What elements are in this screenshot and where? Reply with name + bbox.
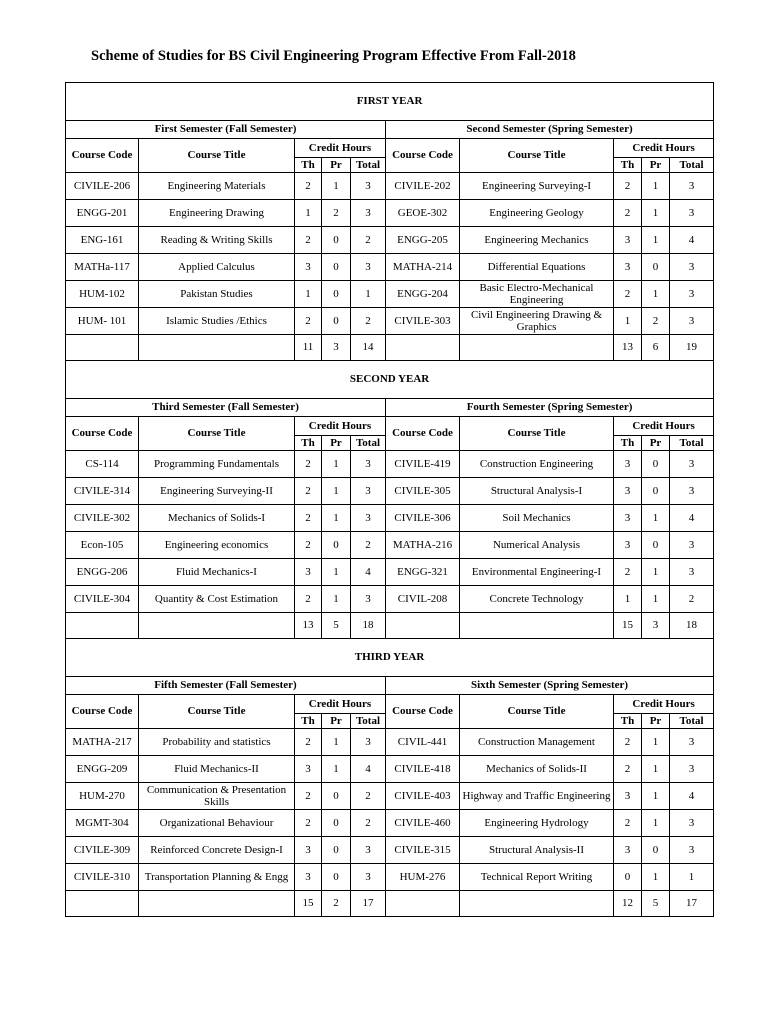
course-title: Probability and statistics — [139, 729, 295, 756]
course-row — [66, 783, 714, 810]
course-code: ENGG-206 — [66, 559, 139, 586]
credit-th: 3 — [295, 756, 322, 783]
course-code: ENGG-209 — [66, 756, 139, 783]
course-title: Engineering Drawing — [139, 200, 295, 227]
credit-th: 2 — [295, 478, 322, 505]
credit-th: 3 — [614, 532, 642, 559]
course-row — [66, 173, 714, 200]
totals-blank — [66, 335, 139, 361]
course-code-header-right: Course Code — [386, 139, 460, 173]
course-row — [66, 837, 714, 864]
th-header: Th — [614, 714, 642, 729]
column-header-row — [66, 139, 714, 158]
credit-pr: 1 — [322, 586, 351, 613]
course-row — [66, 505, 714, 532]
course-code: CIVILE-303 — [386, 308, 460, 335]
credit-pr: 1 — [322, 451, 351, 478]
credit-total: 3 — [670, 532, 714, 559]
credit-total: 3 — [670, 559, 714, 586]
credit-pr: 0 — [322, 864, 351, 891]
total-pr: 5 — [642, 891, 670, 917]
credit-total: 1 — [351, 281, 386, 308]
totals-blank — [66, 891, 139, 917]
credit-pr: 0 — [322, 281, 351, 308]
totals-row — [66, 891, 714, 917]
credit-th: 2 — [614, 756, 642, 783]
pr-header: Pr — [642, 714, 670, 729]
course-title-header-right: Course Title — [460, 139, 614, 173]
total-header: Total — [351, 158, 386, 173]
credit-total: 2 — [670, 586, 714, 613]
course-row — [66, 756, 714, 783]
credit-total: 4 — [670, 505, 714, 532]
totals-row — [66, 335, 714, 361]
course-code: ENGG-205 — [386, 227, 460, 254]
course-code: HUM- 101 — [66, 308, 139, 335]
credit-th: 2 — [295, 810, 322, 837]
semester-label-right: Sixth Semester (Spring Semester) — [386, 677, 714, 695]
credit-pr: 1 — [642, 783, 670, 810]
year-heading: THIRD YEAR — [66, 639, 714, 677]
course-title: Transportation Planning & Engg — [139, 864, 295, 891]
course-code: CS-114 — [66, 451, 139, 478]
totals-blank — [139, 613, 295, 639]
course-title: Numerical Analysis — [460, 532, 614, 559]
credit-pr: 1 — [642, 281, 670, 308]
semester-label-left: First Semester (Fall Semester) — [66, 121, 386, 139]
credit-hours-header-left: Credit Hours — [295, 695, 386, 714]
total-header: Total — [670, 436, 714, 451]
course-row — [66, 200, 714, 227]
course-title: Reading & Writing Skills — [139, 227, 295, 254]
credit-pr: 0 — [642, 478, 670, 505]
credit-pr: 0 — [642, 254, 670, 281]
credit-pr: 1 — [642, 810, 670, 837]
total-header: Total — [670, 158, 714, 173]
credit-th: 2 — [295, 451, 322, 478]
credit-pr: 0 — [642, 837, 670, 864]
total-pr: 5 — [322, 613, 351, 639]
course-title: Structural Analysis-I — [460, 478, 614, 505]
credit-total: 3 — [670, 200, 714, 227]
total-header: Total — [670, 714, 714, 729]
year-heading-row — [66, 639, 714, 677]
course-row — [66, 864, 714, 891]
credit-th: 3 — [614, 478, 642, 505]
semester-row — [66, 399, 714, 417]
course-code: ENGG-204 — [386, 281, 460, 308]
course-title: Engineering Hydrology — [460, 810, 614, 837]
th-header: Th — [614, 158, 642, 173]
credit-total: 3 — [670, 173, 714, 200]
total-credits: 18 — [351, 613, 386, 639]
course-row — [66, 308, 714, 335]
credit-total: 4 — [670, 227, 714, 254]
course-code: CIVILE-309 — [66, 837, 139, 864]
credit-total: 2 — [351, 810, 386, 837]
total-th: 12 — [614, 891, 642, 917]
credit-pr: 1 — [642, 756, 670, 783]
course-title: Reinforced Concrete Design-I — [139, 837, 295, 864]
th-header: Th — [614, 436, 642, 451]
credit-th: 2 — [614, 810, 642, 837]
course-code-header-right: Course Code — [386, 417, 460, 451]
totals-blank — [386, 891, 460, 917]
course-code: CIVILE-305 — [386, 478, 460, 505]
pr-header: Pr — [642, 158, 670, 173]
totals-blank — [386, 335, 460, 361]
scheme-table — [65, 82, 714, 917]
credit-pr: 1 — [642, 729, 670, 756]
total-credits: 19 — [670, 335, 714, 361]
course-title: Basic Electro-Mechanical Engineering — [460, 281, 614, 308]
course-code: HUM-276 — [386, 864, 460, 891]
course-code: ENGG-321 — [386, 559, 460, 586]
credit-pr: 0 — [322, 810, 351, 837]
course-code-header-left: Course Code — [66, 695, 139, 729]
course-code: CIVILE-419 — [386, 451, 460, 478]
course-title: Technical Report Writing — [460, 864, 614, 891]
credit-total: 3 — [351, 451, 386, 478]
total-th: 13 — [614, 335, 642, 361]
course-code: MATHA-216 — [386, 532, 460, 559]
course-title: Pakistan Studies — [139, 281, 295, 308]
credit-th: 3 — [614, 254, 642, 281]
semester-label-left: Third Semester (Fall Semester) — [66, 399, 386, 417]
credit-total: 3 — [670, 478, 714, 505]
course-row — [66, 559, 714, 586]
course-code: CIVILE-315 — [386, 837, 460, 864]
credit-total: 2 — [351, 308, 386, 335]
credit-total: 2 — [351, 227, 386, 254]
credit-th: 2 — [614, 729, 642, 756]
credit-pr: 1 — [642, 505, 670, 532]
year-heading: FIRST YEAR — [66, 83, 714, 121]
course-title: Environmental Engineering-I — [460, 559, 614, 586]
credit-th: 3 — [295, 559, 322, 586]
year-heading: SECOND YEAR — [66, 361, 714, 399]
totals-blank — [66, 613, 139, 639]
credit-pr: 1 — [642, 864, 670, 891]
credit-total: 2 — [351, 532, 386, 559]
course-title: Highway and Traffic Engineering — [460, 783, 614, 810]
credit-total: 3 — [670, 756, 714, 783]
semester-label-right: Second Semester (Spring Semester) — [386, 121, 714, 139]
credit-pr: 2 — [322, 200, 351, 227]
course-title: Mechanics of Solids-I — [139, 505, 295, 532]
credit-total: 3 — [351, 586, 386, 613]
course-title: Engineering Materials — [139, 173, 295, 200]
totals-blank — [460, 335, 614, 361]
course-code: HUM-102 — [66, 281, 139, 308]
course-code: CIVILE-460 — [386, 810, 460, 837]
course-code: Econ-105 — [66, 532, 139, 559]
total-th: 15 — [295, 891, 322, 917]
course-title: Concrete Technology — [460, 586, 614, 613]
credit-total: 3 — [670, 281, 714, 308]
course-code: MGMT-304 — [66, 810, 139, 837]
course-row — [66, 532, 714, 559]
credit-pr: 0 — [322, 783, 351, 810]
credit-th: 3 — [614, 783, 642, 810]
credit-hours-header-right: Credit Hours — [614, 695, 714, 714]
credit-th: 2 — [295, 505, 322, 532]
credit-total: 3 — [351, 505, 386, 532]
credit-total: 3 — [670, 254, 714, 281]
course-title: Islamic Studies /Ethics — [139, 308, 295, 335]
course-code: CIVILE-306 — [386, 505, 460, 532]
column-header-row — [66, 695, 714, 714]
course-title: Mechanics of Solids-II — [460, 756, 614, 783]
course-row — [66, 451, 714, 478]
course-title: Applied Calculus — [139, 254, 295, 281]
credit-hours-header-right: Credit Hours — [614, 139, 714, 158]
credit-pr: 0 — [322, 227, 351, 254]
course-title: Organizational Behaviour — [139, 810, 295, 837]
totals-blank — [460, 613, 614, 639]
credit-pr: 1 — [642, 586, 670, 613]
credit-hours-header-left: Credit Hours — [295, 139, 386, 158]
course-title-header-right: Course Title — [460, 695, 614, 729]
course-row — [66, 586, 714, 613]
credit-pr: 1 — [322, 505, 351, 532]
course-row — [66, 281, 714, 308]
credit-total: 3 — [670, 729, 714, 756]
credit-th: 2 — [295, 308, 322, 335]
credit-th: 3 — [295, 864, 322, 891]
credit-total: 3 — [670, 451, 714, 478]
total-pr: 6 — [642, 335, 670, 361]
total-th: 13 — [295, 613, 322, 639]
credit-th: 1 — [295, 200, 322, 227]
credit-pr: 1 — [322, 173, 351, 200]
credit-total: 3 — [670, 308, 714, 335]
course-title: Engineering Surveying-II — [139, 478, 295, 505]
course-code-header-right: Course Code — [386, 695, 460, 729]
course-title-header-left: Course Title — [139, 417, 295, 451]
course-code: CIVIL-208 — [386, 586, 460, 613]
credit-th: 2 — [295, 173, 322, 200]
course-row — [66, 478, 714, 505]
credit-pr: 0 — [322, 532, 351, 559]
credit-th: 2 — [614, 173, 642, 200]
course-title: Engineering Surveying-I — [460, 173, 614, 200]
course-title: Quantity & Cost Estimation — [139, 586, 295, 613]
total-credits: 17 — [670, 891, 714, 917]
credit-pr: 1 — [322, 478, 351, 505]
credit-total: 4 — [670, 783, 714, 810]
credit-pr: 1 — [322, 559, 351, 586]
course-row — [66, 810, 714, 837]
credit-total: 1 — [670, 864, 714, 891]
semester-row — [66, 677, 714, 695]
credit-th: 0 — [614, 864, 642, 891]
course-code: CIVILE-202 — [386, 173, 460, 200]
credit-th: 2 — [295, 532, 322, 559]
course-code: CIVILE-314 — [66, 478, 139, 505]
credit-hours-header-left: Credit Hours — [295, 417, 386, 436]
credit-total: 2 — [351, 783, 386, 810]
credit-pr: 0 — [322, 837, 351, 864]
course-code: CIVILE-403 — [386, 783, 460, 810]
credit-total: 3 — [351, 837, 386, 864]
year-heading-row — [66, 361, 714, 399]
totals-blank — [139, 891, 295, 917]
course-code: CIVIL-441 — [386, 729, 460, 756]
credit-total: 3 — [670, 837, 714, 864]
total-credits: 14 — [351, 335, 386, 361]
total-th: 11 — [295, 335, 322, 361]
credit-th: 3 — [295, 254, 322, 281]
credit-th: 2 — [295, 586, 322, 613]
course-title: Construction Management — [460, 729, 614, 756]
credit-total: 3 — [351, 478, 386, 505]
pr-header: Pr — [642, 436, 670, 451]
credit-th: 3 — [614, 451, 642, 478]
credit-th: 2 — [295, 729, 322, 756]
th-header: Th — [295, 714, 322, 729]
credit-th: 3 — [614, 837, 642, 864]
credit-pr: 0 — [322, 308, 351, 335]
credit-pr: 1 — [322, 756, 351, 783]
total-header: Total — [351, 436, 386, 451]
totals-blank — [139, 335, 295, 361]
course-code: HUM-270 — [66, 783, 139, 810]
credit-pr: 1 — [642, 173, 670, 200]
course-code: CIVILE-302 — [66, 505, 139, 532]
th-header: Th — [295, 158, 322, 173]
course-title: Engineering Mechanics — [460, 227, 614, 254]
total-pr: 3 — [642, 613, 670, 639]
credit-total: 4 — [351, 756, 386, 783]
credit-th: 1 — [614, 308, 642, 335]
pr-header: Pr — [322, 158, 351, 173]
course-code: MATHA-214 — [386, 254, 460, 281]
course-code: CIVILE-304 — [66, 586, 139, 613]
credit-pr: 0 — [322, 254, 351, 281]
year-heading-row — [66, 83, 714, 121]
course-title: Fluid Mechanics-I — [139, 559, 295, 586]
credit-pr: 1 — [642, 559, 670, 586]
total-pr: 2 — [322, 891, 351, 917]
course-title: Construction Engineering — [460, 451, 614, 478]
course-title: Fluid Mechanics-II — [139, 756, 295, 783]
total-th: 15 — [614, 613, 642, 639]
credit-total: 3 — [351, 254, 386, 281]
course-code: ENGG-201 — [66, 200, 139, 227]
total-header: Total — [351, 714, 386, 729]
credit-total: 3 — [351, 173, 386, 200]
course-title: Communication & Presentation Skills — [139, 783, 295, 810]
total-credits: 18 — [670, 613, 714, 639]
credit-pr: 1 — [322, 729, 351, 756]
credit-total: 3 — [351, 200, 386, 227]
credit-total: 3 — [351, 729, 386, 756]
course-title: Civil Engineering Drawing & Graphics — [460, 308, 614, 335]
credit-th: 2 — [295, 227, 322, 254]
th-header: Th — [295, 436, 322, 451]
credit-pr: 2 — [642, 308, 670, 335]
semester-label-right: Fourth Semester (Spring Semester) — [386, 399, 714, 417]
credit-th: 1 — [614, 586, 642, 613]
course-title: Programming Fundamentals — [139, 451, 295, 478]
course-title-header-left: Course Title — [139, 695, 295, 729]
credit-hours-header-right: Credit Hours — [614, 417, 714, 436]
course-row — [66, 254, 714, 281]
credit-th: 3 — [614, 227, 642, 254]
total-pr: 3 — [322, 335, 351, 361]
course-row — [66, 227, 714, 254]
credit-th: 2 — [295, 783, 322, 810]
semester-row — [66, 121, 714, 139]
semester-label-left: Fifth Semester (Fall Semester) — [66, 677, 386, 695]
credit-pr: 0 — [642, 532, 670, 559]
course-code: GEOE-302 — [386, 200, 460, 227]
course-code-header-left: Course Code — [66, 417, 139, 451]
column-header-row — [66, 417, 714, 436]
course-title: Differential Equations — [460, 254, 614, 281]
totals-blank — [386, 613, 460, 639]
credit-pr: 1 — [642, 227, 670, 254]
credit-th: 1 — [295, 281, 322, 308]
credit-pr: 0 — [642, 451, 670, 478]
course-code: ENG-161 — [66, 227, 139, 254]
course-title: Engineering Geology — [460, 200, 614, 227]
course-title-header-left: Course Title — [139, 139, 295, 173]
pr-header: Pr — [322, 436, 351, 451]
credit-total: 4 — [351, 559, 386, 586]
credit-th: 2 — [614, 200, 642, 227]
credit-total: 3 — [670, 810, 714, 837]
total-credits: 17 — [351, 891, 386, 917]
totals-row — [66, 613, 714, 639]
course-row — [66, 729, 714, 756]
credit-th: 3 — [295, 837, 322, 864]
page-title: Scheme of Studies for BS Civil Engineering Program Effective From Fall-2018 — [91, 48, 576, 64]
course-code-header-left: Course Code — [66, 139, 139, 173]
credit-total: 3 — [351, 864, 386, 891]
course-title: Soil Mechanics — [460, 505, 614, 532]
credit-th: 3 — [614, 505, 642, 532]
course-code: CIVILE-310 — [66, 864, 139, 891]
course-title: Engineering economics — [139, 532, 295, 559]
course-title-header-right: Course Title — [460, 417, 614, 451]
credit-th: 2 — [614, 559, 642, 586]
course-code: MATHa-117 — [66, 254, 139, 281]
course-code: MATHA-217 — [66, 729, 139, 756]
course-code: CIVILE-418 — [386, 756, 460, 783]
course-code: CIVILE-206 — [66, 173, 139, 200]
pr-header: Pr — [322, 714, 351, 729]
course-title: Structural Analysis-II — [460, 837, 614, 864]
credit-pr: 1 — [642, 200, 670, 227]
credit-th: 2 — [614, 281, 642, 308]
totals-blank — [460, 891, 614, 917]
